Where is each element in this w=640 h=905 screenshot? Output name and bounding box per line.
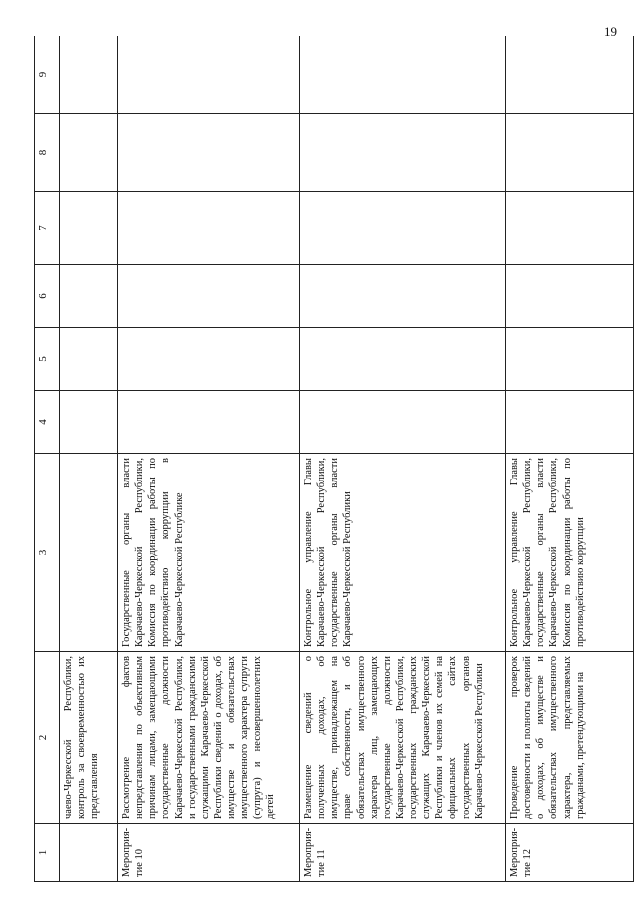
empty-cell <box>300 114 506 192</box>
empty-cell <box>300 36 506 114</box>
empty-cell <box>60 192 118 265</box>
empty-cell <box>506 328 634 391</box>
empty-cell <box>300 265 506 328</box>
responsible-cell: Контрольное управление Главы Карачаево-Черкесской Республики, государственные органы власти Карачаево-Черкесской Республики <box>300 454 506 652</box>
table-row <box>60 36 118 882</box>
empty-cell <box>118 328 300 391</box>
empty-cell <box>60 265 118 328</box>
empty-cell <box>300 391 506 454</box>
empty-cell <box>60 114 118 192</box>
measure-id-cell <box>60 824 118 882</box>
responsible-cell <box>60 454 118 652</box>
responsible-cell: Государственные органы власти Карачаево-Черкесской Республики, Комиссия по координации работы по противодействию коррупции в Карачаево-Черкесской Республике <box>118 454 300 652</box>
empty-cell <box>506 36 634 114</box>
empty-cell <box>506 192 634 265</box>
header-cell: 6 <box>35 265 60 328</box>
table-row <box>506 36 634 882</box>
rotated-table-container <box>34 36 634 882</box>
measures-table <box>34 36 634 882</box>
measure-id-cell: Мероприя-тие 11 <box>300 824 506 882</box>
empty-cell <box>506 114 634 192</box>
header-cell: 1 <box>35 824 60 882</box>
measure-id-cell: Мероприя-тие 10 <box>118 824 300 882</box>
header-cell: 5 <box>35 328 60 391</box>
empty-cell <box>506 391 634 454</box>
empty-cell <box>300 328 506 391</box>
empty-cell <box>506 265 634 328</box>
empty-cell <box>60 328 118 391</box>
measure-description-cell: Размещение сведений о полученных доходах, об имуществе, принадлежащем на праве собственности, и об обязательствах имущественного характера лиц, замещающих государственные должности Карачаево-Черкесской Республики, государственных гражданских служащих Карачаево-Черкесской Республики и членов их семей на официальных сайтах государственных органов Карачаево-Черкесской Республики <box>300 652 506 824</box>
header-cell: 2 <box>35 652 60 824</box>
empty-cell <box>118 36 300 114</box>
header-cell: 9 <box>35 36 60 114</box>
header-row <box>35 36 60 882</box>
empty-cell <box>118 192 300 265</box>
empty-cell <box>118 114 300 192</box>
empty-cell <box>60 391 118 454</box>
header-cell: 8 <box>35 114 60 192</box>
empty-cell <box>300 192 506 265</box>
page-number: 19 <box>604 24 617 39</box>
table-row <box>300 36 506 882</box>
rotated-page <box>34 36 634 882</box>
measure-id-cell: Мероприя-тие 12 <box>506 824 634 882</box>
measure-description-cell: Рассмотрение фактов непредставления по объективным причинам лицами, замещающими государственные должности Карачаево-Черкесской Республики, и государственными гражданскими служащими Карачаево-Черкесской Республики сведений о доходах, об имуществе и обязательствах имущественного характера супруги (супруга) и несовершеннолетних детей <box>118 652 300 824</box>
header-cell: 4 <box>35 391 60 454</box>
header-cell: 7 <box>35 192 60 265</box>
empty-cell <box>118 265 300 328</box>
measure-description-cell: Проведение проверок достоверности и полноты сведений о доходах, об имуществе и обязательствах имущественного характера, представляемых гражданами, претендующими на <box>506 652 634 824</box>
empty-cell <box>118 391 300 454</box>
responsible-cell: Контрольное управление Главы Карачаево-Черкесской Республики, государственные органы власти Карачаево-Черкесской Республики, Комиссия по координации работы по противодействию коррупции <box>506 454 634 652</box>
empty-cell <box>60 36 118 114</box>
header-cell: 3 <box>35 454 60 652</box>
measure-description-cell: чаево-Черкесской Республики, контроль за своевременностью их представления <box>60 652 118 824</box>
table-row <box>118 36 300 882</box>
